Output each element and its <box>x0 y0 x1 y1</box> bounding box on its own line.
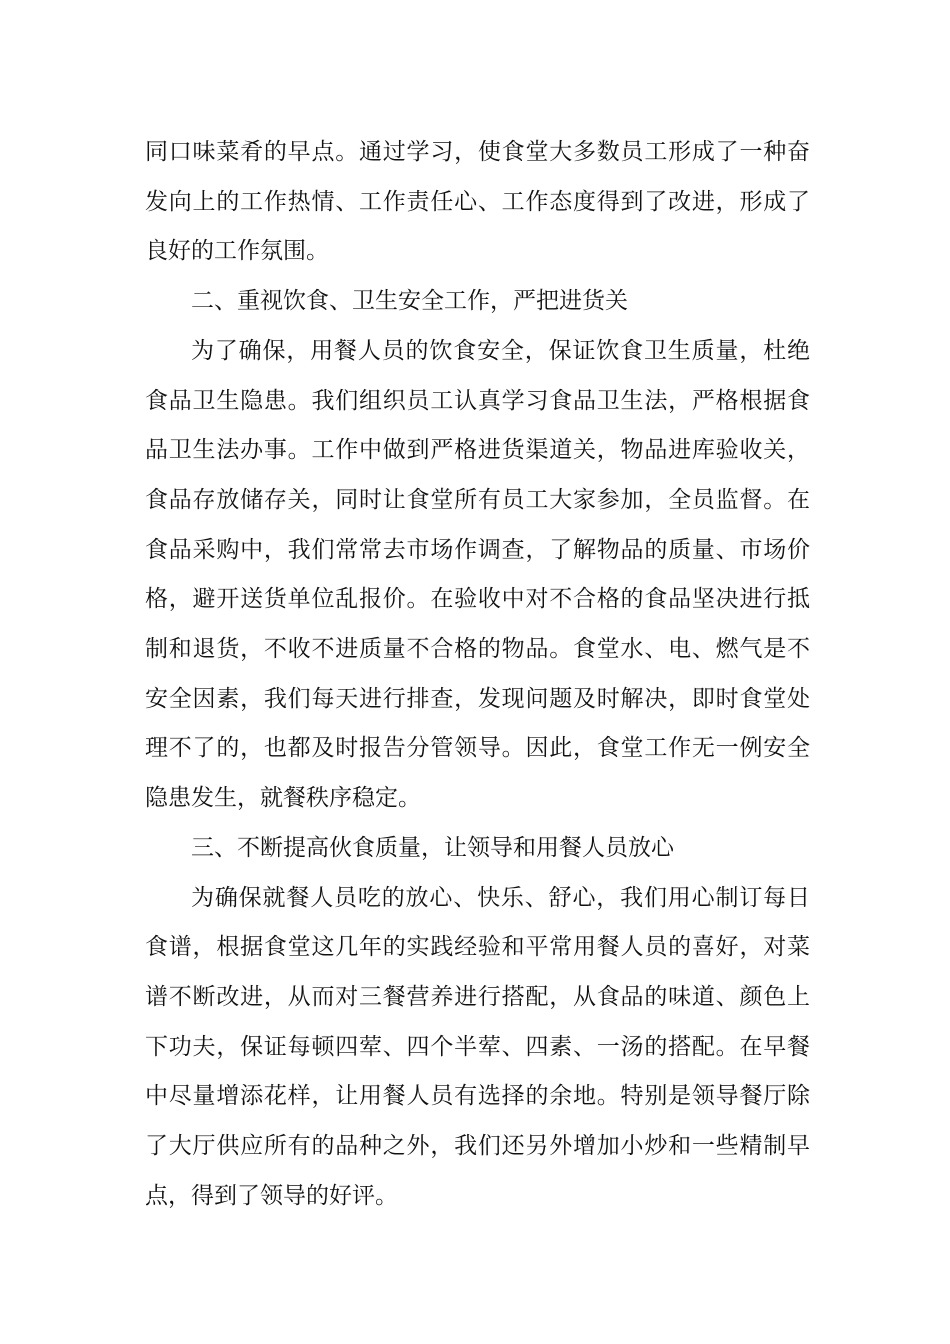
section-heading-meal-quality: 三、不断提高伙食质量，让领导和用餐人员放心 <box>191 834 674 861</box>
paragraph-food-safety: 为了确保，用餐人员的饮食安全，保证饮食卫生质量，杜绝食品卫生隐患。我们组织员工认真学习食品卫生法，严格根据食品卫生法办事。工作中做到严格进货渠道关，物品进库验收关，食品存放储存关，同时让食堂所有员工大家参加，全员监督。在食品采购中，我们常常去市场作调查，了解物品的质量、市场价格，避开送货单位乱报价。在验收中对不合格的食品坚决进行抵制和退货，不收不进质量不合格的物品。食堂水、电、燃气是不安全因素，我们每天进行排查，发现问题及时解决，即时食堂处理不了的，也都及时报告分管领导。因此，食堂工作无一例安全隐患发生，就餐秩序稳定。 <box>145 337 810 812</box>
section-heading-food-safety: 二、重视饮食、卫生安全工作，严把进货关 <box>191 288 628 315</box>
paragraph-meal-quality: 为确保就餐人员吃的放心、快乐、舒心，我们用心制订每日食谱，根据食堂这几年的实践经验和平常用餐人员的喜好，对菜谱不断改进，从而对三餐营养进行搭配，从食品的味道、颜色上下功夫，保证每顿四荤、四个半荤、四素、一汤的搭配。在早餐中尽量增添花样，让用餐人员有选择的余地。特别是领导餐厅除了大厅供应所有的品种之外，我们还另外增加小炒和一些精制早点，得到了领导的好评。 <box>145 884 810 1209</box>
paragraph-continuation: 同口味菜肴的早点。通过学习，使食堂大多数员工形成了一种奋发向上的工作热情、工作责任心、工作态度得到了改进，形成了良好的工作氛围。 <box>145 139 810 265</box>
document-body <box>145 128 810 1221</box>
